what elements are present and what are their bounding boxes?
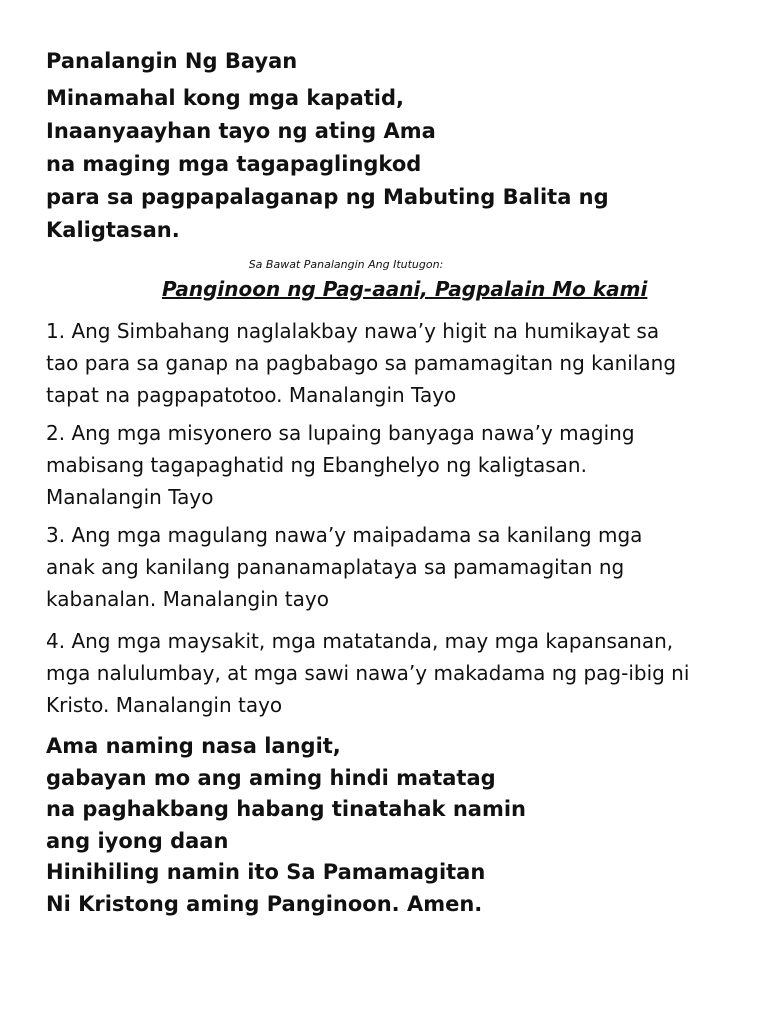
response-line: Panginoon ng Pag-aani, Pagpalain Mo kami [162, 277, 648, 301]
intro-line: Minamahal kong mga kapatid, [46, 86, 405, 110]
petition-line: 2. Ang mga misyonero sa lupaing banyaga nawa’y maging [46, 421, 635, 445]
closing-line: na paghakbang habang tinatahak namin [46, 797, 526, 821]
petition-item [46, 625, 736, 721]
intro-line: na maging mga tagapaglingkod [46, 152, 422, 176]
intro-line: Inaanyaayhan tayo ng ating Ama [46, 119, 436, 143]
petition-line: Manalangin Tayo [46, 485, 214, 509]
petition-line: mabisang tagapaghatid ng Ebanghelyo ng kaligtasan. [46, 453, 587, 477]
petition-line: tao para sa ganap na pagbabago sa pamamagitan ng kanilang [46, 351, 677, 375]
petition-line: 3. Ang mga magulang nawa’y maipadama sa kanilang mga [46, 523, 643, 547]
document-page [46, 46, 736, 920]
petition-line: 1. Ang Simbahang naglalakbay nawa’y higit na humikayat sa [46, 319, 660, 343]
petition-line: mga nalulumbay, at mga sawi nawa’y makadama ng pag-ibig ni [46, 661, 690, 685]
closing-line: Hinihiling namin ito Sa Pamamagitan [46, 860, 486, 884]
petition-list [46, 315, 736, 721]
intro-line: Kaligtasan. [46, 218, 180, 242]
petition-item [46, 519, 736, 615]
closing-line: ang iyong daan [46, 828, 229, 853]
petition-line: anak ang kanilang pananamaplataya sa pamamagitan ng [46, 555, 625, 579]
petition-line: 4. Ang mga maysakit, mga matatanda, may mga kapansanan, [46, 629, 674, 653]
closing-prayer [46, 731, 736, 920]
closing-line: Ni Kristong aming Panginoon. Amen. [46, 891, 483, 916]
response-instruction: Sa Bawat Panalangin Ang Itutugon: [248, 258, 444, 271]
closing-line: Ama naming nasa langit, [46, 734, 341, 758]
intro-paragraph [46, 82, 736, 247]
intro-line: para sa pagpapalaganap ng Mabuting Balita ng [46, 185, 609, 209]
petition-line: kabanalan. Manalangin tayo [46, 587, 329, 611]
petition-line: tapat na pagpapatotoo. Manalangin Tayo [46, 383, 457, 407]
document-title: Panalangin Ng Bayan [46, 49, 298, 73]
petition-line: Kristo. Manalangin tayo [46, 693, 283, 717]
closing-line: gabayan mo ang aming hindi matatag [46, 765, 496, 790]
petition-item [46, 417, 736, 513]
petition-item [46, 315, 736, 411]
